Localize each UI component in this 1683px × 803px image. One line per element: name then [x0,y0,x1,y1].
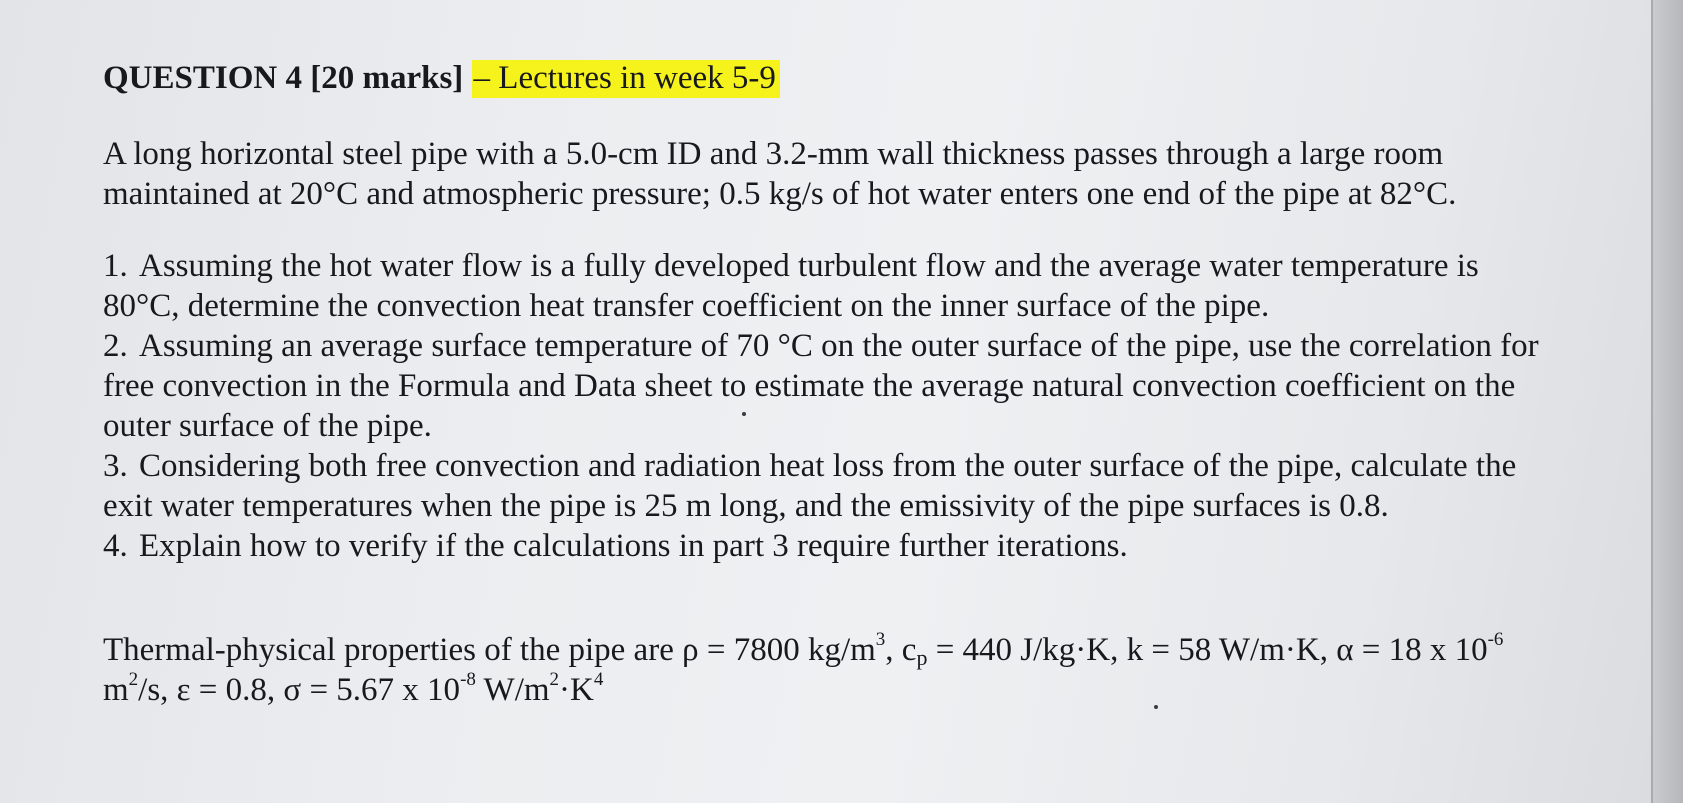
material-properties [103,630,1643,710]
specific-heat-value: = 440 J/kg·K, k = 58 W/m·K, α = 18 x 10 [927,632,1488,668]
question-text-line: 80°C, determine the convection heat transfer coefficient on the inner surface of the pipe. [103,288,1270,324]
diffusivity-exponent: -6 [1487,629,1504,650]
question-text-line: Considering both free convection and radiation heat loss from the outer surface of the pipe, calculate the [139,448,1517,484]
question-list [103,246,1643,566]
question-title: QUESTION 4 [20 marks] [103,60,464,96]
stefan-unit-k: ·K [559,672,594,708]
question-number: 1. [103,248,128,284]
highlighted-lecture-range: – Lectures in week 5-9 [472,60,780,98]
question-number: 2. [103,328,128,364]
question-text-line: Explain how to verify if the calculations in part 3 require further iterations. [139,528,1128,564]
wm2-exponent: 2 [549,669,560,690]
question-text-line: free convection in the Formula and Data sheet to estimate the average natural convection coefficient on the [103,368,1516,404]
properties-prefix: Thermal-physical properties of the pipe are [103,632,683,668]
question-number: 3. [103,448,128,484]
problem-statement-line: A long horizontal steel pipe with a 5.0-cm ID and 3.2-mm wall thickness passes through a large room [103,136,1444,172]
diffusivity-unit-m: m [103,672,129,708]
specific-heat-subscript: p [916,645,928,670]
properties-line-1 [103,630,1643,670]
question-heading [103,58,780,98]
stefan-exponent: -8 [460,669,476,690]
question-text-line: Assuming an average surface temperature of 70 °C on the outer surface of the pipe, use the correlation for [139,328,1539,364]
question-text-line: Assuming the hot water flow is a fully developed turbulent flow and the average water temperature is [139,248,1479,284]
question-number: 4. [103,528,128,564]
question-item-1 [103,246,1643,326]
density-value: ρ = 7800 kg/m [682,632,876,668]
stray-mark [742,412,746,416]
specific-heat-symbol: , c [885,632,917,668]
k4-exponent: 4 [593,669,604,690]
question-item-2 [103,326,1643,446]
stefan-unit-w: W/m [475,672,550,708]
problem-statement [103,134,1603,214]
density-exponent: 3 [875,629,886,650]
question-item-4 [103,526,1643,566]
question-text-line: exit water temperatures when the pipe is 25 m long, and the emissivity of the pipe surfaces is 0.8. [103,488,1389,524]
page-edge-shadow [1651,0,1683,803]
emissivity-stefan-value: /s, ε = 0.8, σ = 5.67 x 10 [138,672,461,708]
question-text-line: outer surface of the pipe. [103,408,432,444]
stray-mark [1154,705,1158,709]
properties-line-2 [103,670,1643,710]
problem-statement-line: maintained at 20°C and atmospheric pressure; 0.5 kg/s of hot water enters one end of the pipe at 82°C. [103,176,1457,212]
question-item-3 [103,446,1643,526]
m2-exponent: 2 [128,669,139,690]
